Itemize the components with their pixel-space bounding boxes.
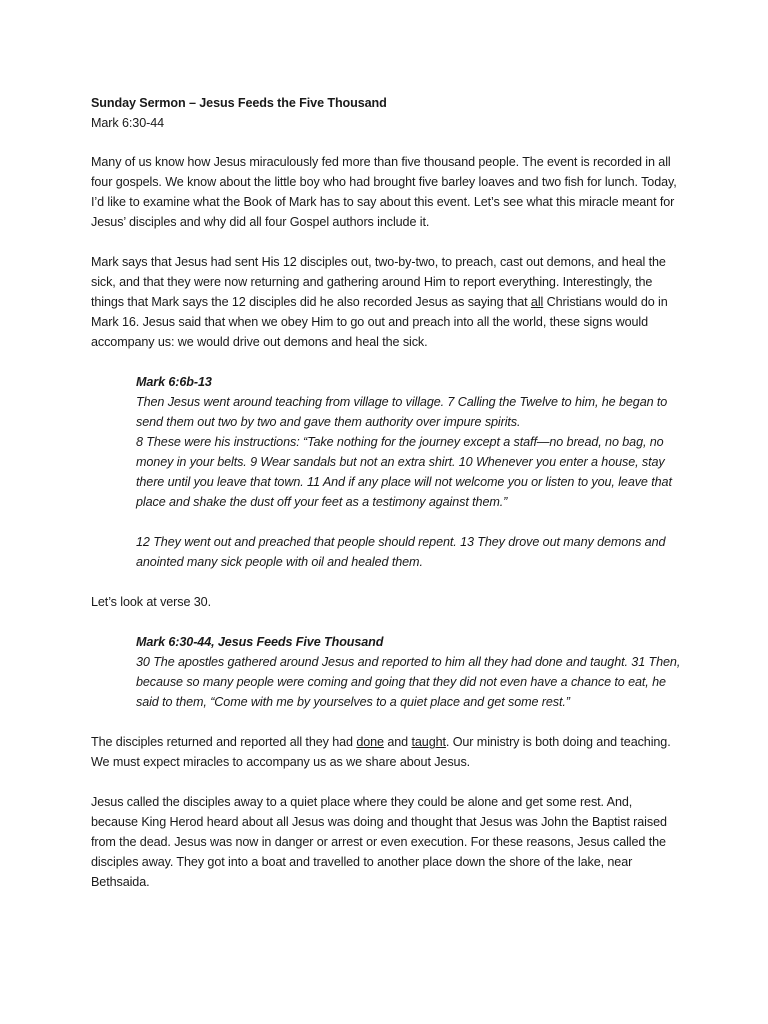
quote-text: 8 These were his instructions: “Take nothing for the journey except a staff—no bread, no bag, no money in your belts. 9 Wear sandals but not an extra shirt. 10 Whenever you enter a house, stay there until you leave that town. 11 And if any place will not welcome you or listen to you, leave that place and shake the dust off your feet as a testimony against them.” bbox=[136, 435, 672, 509]
text-span: Christians would do in Mark 16. Jesus said that when we obey Him to go out and preach into all the world, these signs would accompany us: we would drive out demons and heal the sick. bbox=[91, 295, 668, 349]
paragraph-quiet-place: Jesus called the disciples away to a quiet place where they could be alone and get some rest. And, because King Herod heard about all Jesus was doing and thought that Jesus was John the Baptist raised from the dead. Jesus was now in danger or arrest or even execution. For these reasons, Jesus called the disciples away. They got into a boat and travelled to another place down the shore of the lake, near Bethsaida. bbox=[91, 795, 667, 889]
underlined-word-done: done bbox=[356, 735, 384, 749]
quote-heading: Mark 6:6b-13 bbox=[136, 375, 212, 389]
quote-text: 30 The apostles gathered around Jesus and reported to him all they had done and taught. 31 Then, because so many people were coming and going that they did not even have a chance to eat, he said to them, “Come with me by yourselves to a quiet place and get some rest.” bbox=[136, 655, 681, 709]
underlined-word-all: all bbox=[530, 295, 544, 309]
paragraph-verse-30: Let’s look at verse 30. bbox=[91, 595, 211, 609]
paragraph-done-taught bbox=[91, 732, 681, 772]
text-span: The disciples returned and reported all they had bbox=[91, 735, 357, 749]
quote-text: Then Jesus went around teaching from village to village. 7 Calling the Twelve to him, he began to send them out two by two and gave them authority over impure spirits. bbox=[136, 395, 668, 429]
sermon-title: Sunday Sermon – Jesus Feeds the Five Thousand bbox=[91, 96, 387, 110]
paragraph-disciples-sent bbox=[91, 252, 681, 352]
scripture-reference: Mark 6:30-44 bbox=[91, 116, 164, 130]
text-span: Mark says that Jesus had sent His 12 disciples out, two-by-two, to preach, cast out demons, and heal the sick, and that they were now returning and gathering around Him to report everything. Interestingly, the things that Mark says the 12 disciples did he also recorded Jesus as saying that bbox=[91, 255, 666, 309]
text-span: . Our ministry is both doing and teaching. We must expect miracles to accompany us as we share about Jesus. bbox=[91, 735, 671, 769]
document-page bbox=[91, 93, 681, 912]
paragraph-intro: Many of us know how Jesus miraculously fed more than five thousand people. The event is recorded in all four gospels. We know about the little boy who had brought five barley loaves and two fish for lunch. Today, I’d like to examine what the Book of Mark has to say about this event. Let’s see what this miracle meant for Jesus’ disciples and why did all four Gospel authors include it. bbox=[91, 155, 677, 229]
text-span: and bbox=[383, 735, 412, 749]
scripture-quote-mark-6-6b bbox=[136, 372, 681, 572]
quote-heading: Mark 6:30-44, Jesus Feeds Five Thousand bbox=[136, 635, 384, 649]
quote-text: 12 They went out and preached that people should repent. 13 They drove out many demons and anointed many sick people with oil and healed them. bbox=[136, 535, 666, 569]
scripture-quote-mark-6-30 bbox=[136, 632, 681, 712]
underlined-word-taught: taught bbox=[411, 735, 446, 749]
